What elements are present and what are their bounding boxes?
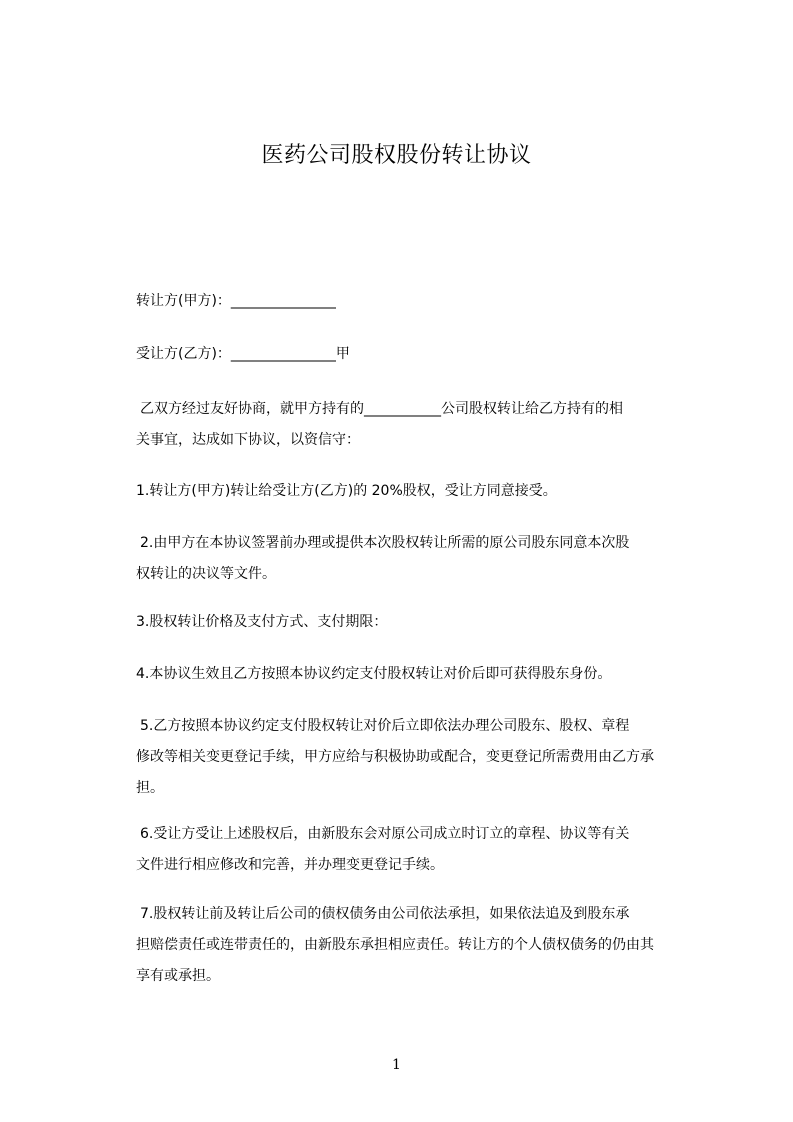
clause-3-line-1: 3.股权转让价格及支付方式、支付期限： — [136, 614, 388, 630]
clause-4-line-1: 4.本协议生效且乙方按照本协议约定支付股权转让对价后即可获得股东身份。 — [136, 666, 612, 682]
clause-6 — [136, 819, 706, 881]
page-number: 1 — [392, 1057, 401, 1073]
document-title: 医药公司股权股份转让协议 — [261, 143, 532, 168]
clause-5-line-2: 修改等相关变更登记手续，甲方应给与积极协助或配合，变更登记所需费用由乙方承 — [136, 749, 654, 765]
intro-line-2: 关事宜，达成如下协议，以资信守： — [136, 432, 360, 448]
clause-6-line-2: 文件进行相应修改和完善，并办理变更登记手续。 — [136, 857, 444, 873]
intro-line-1: 乙双方经过友好协商，就甲方持有的___________公司股权转让给乙方持有的相 — [140, 401, 623, 417]
transferee-line: 受让方(乙方)：_______________甲 — [136, 346, 350, 362]
clause-7-line-1: 7.股权转让前及转让后公司的债权债务由公司依法承担，如果依法追及到股东承 — [140, 906, 630, 922]
intro-paragraph — [136, 394, 706, 456]
clause-1-line-1: 1.转让方(甲方)转让给受让方(乙方)的 20%股权，受让方同意接受。 — [136, 483, 557, 499]
clause-5-line-3: 担。 — [136, 780, 164, 796]
clause-7 — [136, 899, 706, 992]
clause-2-line-2: 权转让的决议等文件。 — [136, 566, 276, 582]
clause-7-line-3: 享有或承担。 — [136, 968, 220, 984]
clause-6-line-1: 6.受让方受让上述股权后，由新股东会对原公司成立时订立的章程、协议等有关 — [140, 826, 630, 842]
clause-1 — [136, 476, 702, 507]
clause-5 — [136, 711, 706, 804]
clause-5-line-1: 5.乙方按照本协议约定支付股权转让对价后立即依法办理公司股东、股权、章程 — [140, 718, 630, 734]
clause-7-line-2: 担赔偿责任或连带责任的，由新股东承担相应责任。转让方的个人债权债务的仍由其 — [136, 937, 654, 953]
clause-2-line-1: 2.由甲方在本协议签署前办理或提供本次股权转让所需的原公司股东同意本次股 — [140, 535, 630, 551]
transferor-line: 转让方(甲方)：_______________ — [136, 293, 336, 309]
clause-2 — [136, 528, 706, 590]
clause-3 — [136, 607, 702, 638]
clause-4 — [136, 659, 702, 690]
